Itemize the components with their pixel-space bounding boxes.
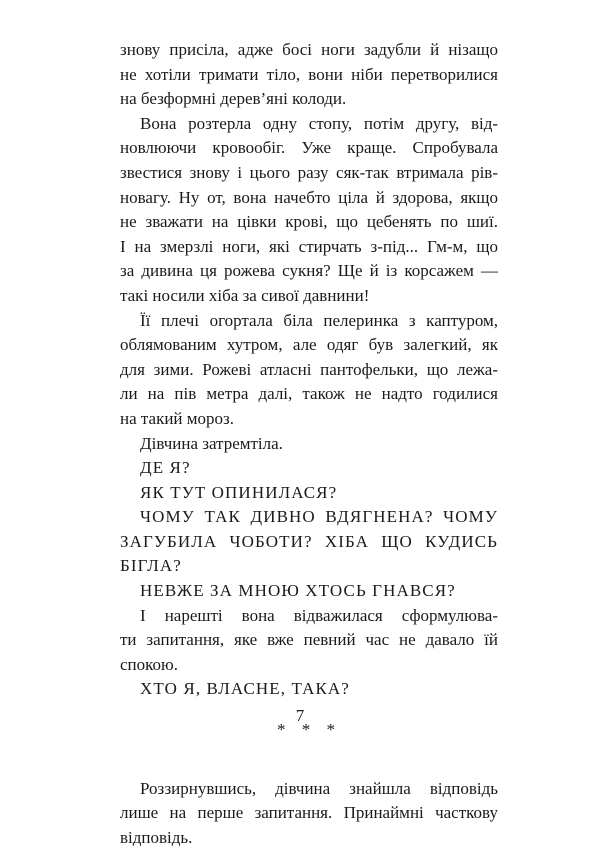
- text-line: не хотіли тримати тіло, вони ніби перетворилися: [120, 64, 498, 84]
- text-line: НЕВЖЕ ЗА МНОЮ ХТОСЬ ГНАВСЯ?: [140, 581, 456, 601]
- page-number: 7: [295, 706, 305, 725]
- section-separator: * * *: [277, 720, 341, 740]
- text-line: новагу. Ну от, вона начебто ціла й здорова, якщо: [120, 187, 498, 207]
- text-line: новлюючи кровообіг. Уже краще. Спробувала: [120, 138, 498, 158]
- text-line: не зважати на цівки крові, що цебенять по шиї.: [120, 212, 498, 232]
- text-line: І на змерзлі ноги, які стирчать з-під... Гм-м, що: [120, 236, 498, 256]
- text-line: Її плечі огортала біла пелеринка з каптуром,: [140, 310, 498, 330]
- text-line: Дівчина затремтіла.: [140, 433, 283, 453]
- text-line: для зими. Рожеві атласні пантофельки, що лежа-: [120, 359, 498, 379]
- text-line: ЯК ТУТ ОПИНИЛАСЯ?: [140, 482, 338, 502]
- text-line: ЧОМУ ТАК ДИВНО ВДЯГНЕНА? ЧОМУ: [140, 507, 498, 527]
- text-line: І нарешті вона відважилася сформулюва-: [140, 605, 498, 625]
- text-line: знову присіла, адже босі ноги задубли й нізащо: [120, 40, 498, 59]
- text-line: відповідь.: [120, 827, 193, 847]
- text-line: БІГЛА?: [120, 556, 182, 576]
- text-line: ХТО Я, ВЛАСНЕ, ТАКА?: [140, 679, 350, 699]
- text-line: спокою.: [120, 654, 178, 674]
- text-line: лише на перше запитання. Принаймні часткову: [120, 803, 498, 823]
- text-line: ЗАГУБИЛА ЧОБОТИ? ХІБА ЩО КУДИСЬ: [120, 531, 498, 551]
- text-line: Вона розтерла одну стопу, потім другу, від-: [140, 113, 498, 133]
- text-line: Роззирнувшись, дівчина знайшла відповідь: [140, 778, 498, 798]
- text-line: на безформні дерев’яні колоди.: [120, 89, 347, 109]
- text-line: на такий мороз.: [120, 408, 235, 428]
- text-line: звестися знову і цього разу сяк-так втримала рів-: [120, 162, 498, 182]
- text-line: за дивина ця рожева сукня? Ще й із корсажем —: [120, 261, 498, 281]
- text-line: ДЕ Я?: [140, 458, 191, 478]
- text-line: ли на пів метра далі, також не надто годилися: [120, 384, 498, 404]
- text-line: облямованим хутром, але одяг був залегкий, як: [120, 335, 498, 355]
- book-page-text: [120, 38, 498, 850]
- text-line: такі носили хіба за сивої давнини!: [120, 285, 370, 305]
- text-line: ти запитання, яке вже певний час не давало їй: [120, 630, 498, 650]
